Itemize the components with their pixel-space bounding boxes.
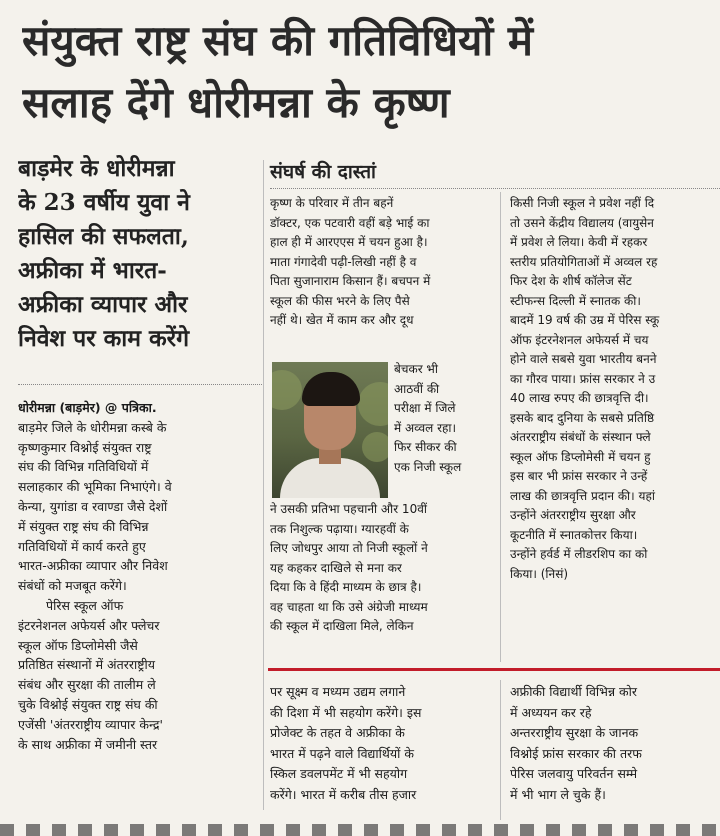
text-line: संघ की विभिन्न गतिविधियों में	[18, 459, 149, 475]
divider	[18, 384, 262, 385]
column-rule	[500, 680, 501, 820]
text-line: उन्होंने अंतरराष्ट्रीय सुरक्षा और	[510, 508, 636, 522]
next-article-edge	[0, 824, 720, 836]
text-line: स्कूल की फीस भरने के लिए पैसे	[270, 293, 410, 308]
text-line: इस बार भी फ्रांस सरकार ने उन्हें	[510, 469, 648, 483]
red-rule	[268, 668, 720, 671]
text-line: भारत-अफ्रीका व्यापार और निवेश	[18, 558, 168, 574]
text-line: की दिशा में भी सहयोग करेंगे। इस	[270, 704, 422, 720]
middle-article-top	[270, 194, 492, 331]
text-line: संबंधों को मजबूत करेंगे।	[18, 578, 127, 594]
text-line: लिए जोधपुर आया तो निजी स्कूलों ने	[270, 541, 428, 555]
text-line: उन्होंने हर्वर्ड में लीडरशिप का को	[510, 547, 648, 561]
text-line: बादमें 19 वर्ष की उम्र में पेरिस स्कू	[510, 313, 660, 327]
text-line: पिता सुजानाराम किसान हैं। बचपन में	[270, 274, 431, 288]
text-line: सलाहकार की भूमिका निभाएंगे। वे	[18, 479, 172, 495]
text-line: अंतरराष्ट्रीय संबंधों के संस्थान फ्ले	[510, 430, 651, 444]
subhead-line: के 23 वर्षीय युवा ने	[18, 189, 190, 216]
lower-right-column	[510, 682, 720, 805]
text-line: होने वाले सबसे युवा भारतीय बनने	[510, 352, 657, 366]
text-line: में संयुक्त राष्ट्र संघ की विभिन्न	[18, 518, 149, 534]
text-line: लाख की छात्रवृत्ति प्रदान की। यहां	[510, 488, 655, 503]
text-line: तक निशुल्क पढ़ाया। ग्यारहवीं के	[270, 521, 409, 536]
text-line: स्कूल ऑफ डिप्लोमेसी जैसे	[18, 637, 138, 653]
text-line: पेरिस स्कूल ऑफ	[46, 597, 124, 613]
text-line: परीक्षा में जिले	[394, 401, 456, 415]
text-line: भारत में पढ़ने वाले विद्यार्थियों के	[270, 745, 414, 761]
text-line: का गौरव पाया। फ्रांस सरकार ने उ	[510, 371, 656, 386]
divider	[270, 188, 720, 189]
right-article-column	[510, 194, 720, 584]
text-line: संबंध और सुरक्षा की तालीम ले	[18, 677, 156, 693]
middle-article-wrap	[394, 360, 494, 477]
text-line: नहीं थे। खेत में काम कर और दूध	[270, 313, 414, 327]
headline	[22, 10, 712, 134]
text-line: पेरिस जलवायु परिवर्तन सम्मे	[510, 766, 638, 781]
text-line: कृष्ण के परिवार में तीन बहनें	[270, 196, 394, 210]
story-title: संघर्ष की दास्तां	[270, 161, 376, 183]
text-line: वह चाहता था कि उसे अंग्रेजी माध्यम	[270, 599, 428, 614]
text-line: ने उसकी प्रतिभा पहचानी और 10वीं	[270, 502, 427, 516]
text-line: की स्कूल में दाखिला मिले, लेकिन	[270, 619, 414, 633]
text-line: स्तरीय प्रतियोगिताओं में अव्वल रह	[510, 254, 658, 269]
text-line: तो उसने केंद्रीय विद्यालय (वायुसेन	[510, 215, 654, 230]
middle-article-bottom	[270, 500, 492, 637]
text-line: बेचकर भी	[394, 362, 438, 376]
text-line: अन्तरराष्ट्रीय सुरक्षा के जानक	[510, 725, 639, 740]
text-line: में भी भाग ले चुके हैं।	[510, 786, 606, 802]
text-line: इंटरनेशनल अफेयर्स और फ्लेचर	[18, 617, 160, 633]
text-line: चुके विश्नोई संयुक्त राष्ट्र संघ की	[18, 696, 158, 712]
text-line: बाड़मेर जिले के धोरीमन्ना कस्बे के	[18, 419, 167, 435]
text-line: में अध्ययन कर रहे	[510, 704, 592, 720]
text-line: केन्या, युगांडा व रवाण्डा जैसे देशों	[18, 498, 168, 514]
text-line: एजेंसी 'अंतरराष्ट्रीय व्यापार केन्द्र'	[18, 716, 163, 732]
text-line: कूटनीति में स्नातकोत्तर किया।	[510, 527, 638, 542]
text-line: फिर देश के शीर्ष कॉलेज सेंट	[510, 274, 632, 288]
subhead-line: हासिल की सफलता,	[18, 223, 189, 250]
text-line: स्किल डवलपमेंट में भी सहयोग	[270, 766, 408, 781]
headline-line-1: संयुक्त राष्ट्र संघ की गतिविधियों में	[22, 16, 534, 65]
text-line: विश्नोई फ्रांस सरकार की तरफ	[510, 745, 642, 761]
subhead-line: बाड़मेर के धोरीमन्ना	[18, 155, 175, 182]
text-line: अफ्रीकी विद्यार्थी विभिन्न कोर	[510, 684, 637, 699]
text-line: माता गंगादेवी पढ़ी-लिखी नहीं है व	[270, 254, 417, 269]
text-line: प्रतिष्ठित संस्थानों में अंतरराष्ट्रीय	[18, 657, 155, 673]
column-rule	[263, 160, 264, 810]
text-line: एक निजी स्कूल	[394, 459, 462, 474]
lower-middle-column	[270, 682, 492, 805]
portrait-photo	[272, 362, 388, 498]
text-line: में अव्वल रहा।	[394, 420, 457, 435]
headline-line-2: सलाह देंगे धोरीमन्ना के कृष्ण	[22, 78, 450, 127]
text-line: के साथ अफ्रीका में जमीनी स्तर	[18, 736, 158, 752]
text-line: कृष्णकुमार विश्नोई संयुक्त राष्ट्र	[18, 439, 152, 455]
text-line: गतिविधियों में कार्य करते हुए	[18, 538, 146, 554]
text-line: स्कूल ऑफ डिप्लोमेसी में चयन हु	[510, 449, 651, 464]
text-line: पर सूक्ष्म व मध्यम उद्यम लगाने	[270, 684, 406, 699]
text-line: करेंगे। भारत में करीब तीस हजार	[270, 786, 417, 802]
text-line: स्टीफन्स दिल्ली में स्नातक की।	[510, 293, 641, 308]
text-line: किसी निजी स्कूल ने प्रवेश नहीं दि	[510, 196, 655, 210]
subhead-line: अफ्रीका में भारत-	[18, 257, 167, 284]
text-line: फिर सीकर की	[394, 440, 457, 454]
subhead-line: अफ्रीका व्यापार और	[18, 291, 188, 318]
text-line: डॉक्टर, एक पटवारी वहीं बड़े भाई का	[270, 215, 430, 230]
dateline: धोरीमन्ना (बाड़मेर) @ पत्रिका.	[18, 400, 157, 415]
text-line: प्रोजेक्ट के तहत वे अफ्रीका के	[270, 725, 405, 740]
column-rule	[500, 192, 501, 662]
subheadline	[18, 152, 260, 356]
text-line: आठवीं की	[394, 381, 440, 396]
text-line: हाल ही में आरएएस में चयन हुआ है।	[270, 235, 428, 249]
text-line: इसके बाद दुनिया के सबसे प्रतिष्ठि	[510, 410, 655, 425]
text-line: में प्रवेश ले लिया। केवी में रहकर	[510, 235, 648, 249]
left-article-body	[18, 398, 262, 754]
text-line: दिया कि वे हिंदी माध्यम के छात्र है।	[270, 580, 422, 594]
text-line: किया। (निसं)	[510, 566, 568, 581]
text-line: 40 लाख रुपए की छात्रवृत्ति दी।	[510, 391, 649, 405]
text-line: यह कहकर दाखिले से मना कर	[270, 560, 402, 575]
text-line: ऑफ इंटरनेशनल अफेयर्स में चय	[510, 332, 649, 347]
subhead-line: निवेश पर काम करेंगे	[18, 325, 190, 352]
